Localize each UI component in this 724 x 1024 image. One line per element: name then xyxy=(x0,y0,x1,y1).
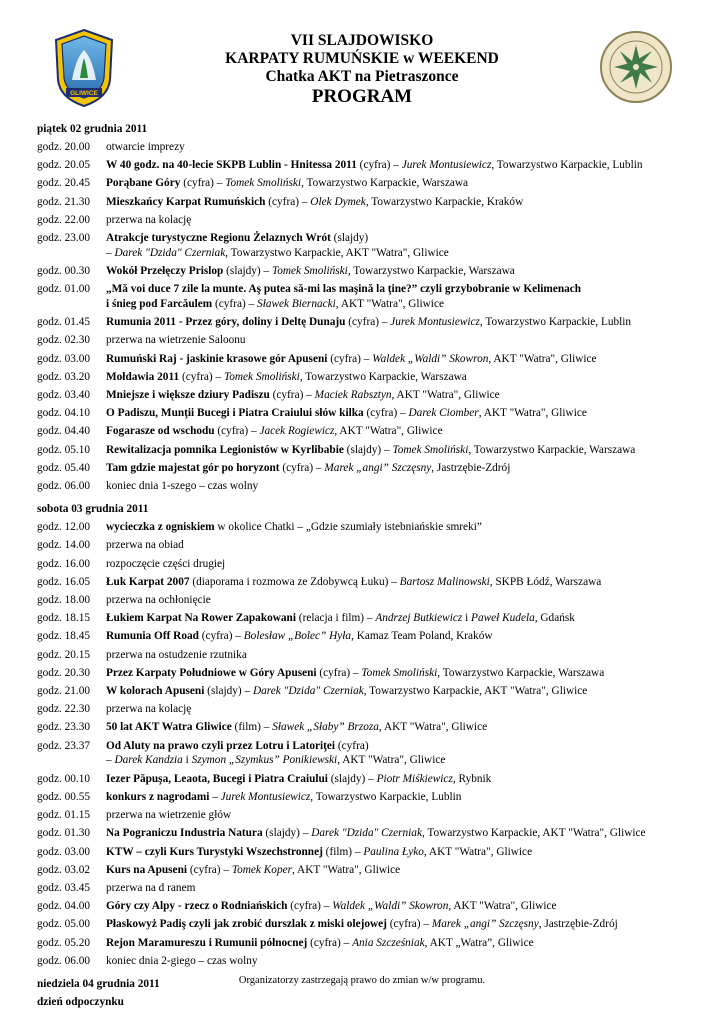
row-note: przerwa na ostudzenie rzutnika xyxy=(106,648,247,661)
row-presenter: Jurek Montusiewicz xyxy=(401,159,492,172)
row-note: przerwa na obiad xyxy=(106,539,184,552)
row-presenter: Tomek Smoliński xyxy=(271,265,348,278)
row-time: godz. 21.30 xyxy=(37,195,91,208)
row-presenter: Tomek Smoliński xyxy=(223,370,300,383)
row-time: godz. 03.40 xyxy=(37,389,91,402)
row-description xyxy=(106,174,717,192)
schedule-row xyxy=(37,718,717,736)
program-heading: PROGRAM xyxy=(311,86,413,107)
row-description xyxy=(106,646,717,664)
title-line-1: VII SLAJDOWISKO xyxy=(290,32,434,49)
row-description xyxy=(106,861,717,879)
row-title: Na Pograniczu Industria Natura xyxy=(106,827,263,840)
row-time: godz. 22.00 xyxy=(37,213,91,226)
row-description xyxy=(106,952,717,970)
schedule-row xyxy=(37,591,717,609)
row-presenter: Andrzej Butkiewicz xyxy=(375,612,463,625)
row-presenter: Waldek „Waldi” Skowron xyxy=(372,352,489,365)
towarzystwo-karpackie-seal-icon xyxy=(599,30,673,104)
program-content xyxy=(37,120,717,1011)
row-conjunction: i xyxy=(182,754,192,767)
day-heading-sunday: niedziela 04 grudnia 2011 xyxy=(37,977,160,990)
row-time: godz. 00.55 xyxy=(37,790,91,803)
row-description xyxy=(106,915,717,933)
row-description xyxy=(106,843,717,861)
row-presenter: Sławek Biernacki xyxy=(257,297,336,310)
row-title: Fogarasze od wschodu xyxy=(106,425,215,438)
row-presenter-second: Paweł Kudela xyxy=(471,612,535,625)
row-title: KTW – czyli Kurs Turystyki Wszechstronnej xyxy=(106,845,323,858)
row-organization: , AKT "Watra", Gliwice xyxy=(335,297,444,310)
row-title: Rumuński Raj - jaskinie krasowe gór Apuseni xyxy=(106,352,328,365)
row-description xyxy=(106,664,717,682)
schedule-row xyxy=(37,555,717,573)
row-presenter: Paulina Łyko xyxy=(363,845,424,858)
schedule-row xyxy=(37,843,717,861)
row-presenter: Darek "Dzida" Czerniak xyxy=(311,827,422,840)
row-format: (cyfra) – xyxy=(345,316,391,329)
row-presenter: Maciek Rabsztyn xyxy=(314,389,392,402)
schedule-row xyxy=(37,518,717,536)
row-organization: , Towarzystwo Karpackie, Warszawa xyxy=(437,666,605,679)
row-time: godz. 16.00 xyxy=(37,557,91,570)
row-time: godz. 16.05 xyxy=(37,575,91,588)
row-description xyxy=(106,368,717,386)
row-format: (cyfra) – xyxy=(198,630,244,643)
row-note: w okolice Chatki – „Gdzie szumiały istebniańskie smreki” xyxy=(214,521,482,534)
row-format: (slajdy) – xyxy=(204,685,253,698)
row-description xyxy=(106,156,717,174)
row-format: (slajdy) – xyxy=(223,265,272,278)
schedule-row xyxy=(37,441,717,459)
schedule-row xyxy=(37,229,717,262)
row-time: godz. 23.00 xyxy=(37,232,91,245)
schedule-row xyxy=(37,897,717,915)
row-title: Iezer Păpuşa, Leaota, Bucegi i Piatra Craiului xyxy=(106,772,328,785)
row-description xyxy=(106,555,717,573)
row-format: (cyfra) xyxy=(335,739,369,752)
row-time: godz. 20.00 xyxy=(37,141,91,153)
event-titles xyxy=(140,32,584,108)
row-format: (cyfra) – xyxy=(265,195,311,208)
row-title: Góry czy Alpy - rzecz o Rodniańskich xyxy=(106,900,288,913)
row-title: Mniejsze i większe dziury Padiszu xyxy=(106,389,270,402)
row-time: godz. 22.30 xyxy=(37,703,91,716)
row-presenter: Marek „angi” Szczęsny xyxy=(324,461,432,474)
row-presenter: Ania Szcześniak xyxy=(352,936,425,949)
row-note: koniec dnia 1-szego – czas wolny xyxy=(106,480,259,493)
row-presenter: Piotr Miśkiewicz xyxy=(376,772,453,785)
row-organization: , AKT "Watra", Gliwice xyxy=(478,407,587,420)
row-time: godz. 03.45 xyxy=(37,881,91,894)
row-format: (cyfra) – xyxy=(363,407,409,420)
schedule-row xyxy=(37,915,717,933)
row-description xyxy=(106,280,717,313)
row-organization: , AKT "Watra", Gliwice xyxy=(337,754,446,767)
schedule-row xyxy=(37,627,717,645)
row-time: godz. 03.00 xyxy=(37,352,91,365)
row-presenter: Bolesław „Bolec” Hyła xyxy=(243,630,352,643)
row-note: rozpoczęcie części drugiej xyxy=(106,557,226,570)
row-description xyxy=(106,518,717,536)
svg-text:GLIWICE: GLIWICE xyxy=(70,90,98,97)
row-title: Od Aluty na prawo czyli przez Lotru i Latoriţei xyxy=(106,739,336,752)
row-time: godz. 23.37 xyxy=(37,739,91,752)
title-line-2: KARPATY RUMUŃSKIE w WEEKEND xyxy=(225,50,499,67)
row-organization: , Towarzystwo Karpackie, AKT "Watra", Gliwice xyxy=(421,827,646,840)
row-time: godz. 18.00 xyxy=(37,594,91,607)
day-heading-friday: piątek 02 grudnia 2011 xyxy=(37,123,148,135)
schedule-row xyxy=(37,280,717,313)
row-time: godz. 04.00 xyxy=(37,900,91,913)
row-time: godz. 01.30 xyxy=(37,827,91,840)
row-description xyxy=(106,934,717,952)
schedule-row xyxy=(37,788,717,806)
row-title: Łuk Karpat 2007 xyxy=(106,575,190,588)
row-time: godz. 20.15 xyxy=(37,648,91,661)
schedule-row xyxy=(37,682,717,700)
row-description xyxy=(106,211,717,229)
row-organization: , Towarzystwo Karpackie, Lublin xyxy=(310,790,462,803)
row-note: przerwa na kolację xyxy=(106,703,192,716)
row-note: przerwa na wietrzenie głów xyxy=(106,809,232,822)
row-description xyxy=(106,229,717,262)
row-description xyxy=(106,770,717,788)
row-time: godz. 01.45 xyxy=(37,316,91,329)
schedule-row xyxy=(37,422,717,440)
row-description xyxy=(106,718,717,736)
row-presenter: Tomek Smoliński xyxy=(361,666,438,679)
row-organization: , Towarzystwo Karpackie, Warszawa xyxy=(347,265,515,278)
row-time: godz. 04.40 xyxy=(37,425,91,438)
row-format: (cyfra) – xyxy=(356,159,402,172)
schedule-list-friday xyxy=(37,138,717,495)
row-presenter-second: Szymon „Szymkus” Ponikiewski xyxy=(191,754,338,767)
row-organization: , Towarzystwo Karpackie, Kraków xyxy=(365,195,524,208)
schedule-row xyxy=(37,700,717,718)
row-presenter: Jurek Montusiewicz xyxy=(220,790,311,803)
schedule-row xyxy=(37,952,717,970)
schedule-row xyxy=(37,313,717,331)
row-title: Kurs na Apuseni xyxy=(106,863,187,876)
row-presenter: Tomek Smoliński xyxy=(392,443,469,456)
row-organization: , Jastrzębie-Zdrój xyxy=(538,918,618,931)
row-title: Mołdawia 2011 xyxy=(106,370,180,383)
row-time: godz. 20.45 xyxy=(37,177,91,190)
row-title: Rewitalizacja pomnika Legionistów w Kyrlibabie xyxy=(106,443,344,456)
row-title: W kolorach Apuseni xyxy=(106,685,205,698)
row-organization: , Towarzystwo Karpackie, Warszawa xyxy=(468,443,636,456)
row-format: (cyfra) – xyxy=(180,177,226,190)
row-description xyxy=(106,350,717,368)
row-title: Mieszkańcy Karpat Rumuńskich xyxy=(106,195,266,208)
schedule-row xyxy=(37,211,717,229)
row-format: (cyfra) – xyxy=(327,352,373,365)
row-title: wycieczka z ogniskiem xyxy=(106,521,215,534)
schedule-row xyxy=(37,824,717,842)
schedule-row xyxy=(37,737,717,770)
row-note: przerwa na ochłonięcie xyxy=(106,594,211,607)
row-format: (cyfra) – xyxy=(307,936,353,949)
row-format: (relacja i film) – xyxy=(295,612,376,625)
row-note: otwarcie imprezy xyxy=(106,141,185,153)
row-format: (cyfra) – xyxy=(386,918,432,931)
schedule-list-saturday xyxy=(37,518,717,970)
row-title: Atrakcje turystyczne Regionu Żelaznych Wrót xyxy=(106,232,331,245)
row-time: godz. 06.00 xyxy=(37,954,91,967)
row-description xyxy=(106,737,717,770)
row-time: godz. 05.40 xyxy=(37,461,91,474)
row-title: Porąbane Góry xyxy=(106,177,181,190)
row-note: koniec dnia 2-giego – czas wolny xyxy=(106,954,258,967)
row-description xyxy=(106,682,717,700)
row-time: godz. 00.10 xyxy=(37,772,91,785)
row-conjunction: i xyxy=(462,612,472,625)
row-title: Wokół Przełęczy Prislop xyxy=(106,265,224,278)
row-presenter: Tomek Koper xyxy=(231,863,293,876)
row-organization: , AKT "Watra", Gliwice xyxy=(334,425,443,438)
row-dash: – xyxy=(106,246,115,259)
row-organization: , Towarzystwo Karpackie, AKT "Watra", Gliwice xyxy=(363,685,588,698)
schedule-row xyxy=(37,350,717,368)
row-title: Łukiem Karpat Na Rower Zapakowani xyxy=(106,612,296,625)
row-organization: , Gdańsk xyxy=(534,612,575,625)
row-time: godz. 20.30 xyxy=(37,666,91,679)
row-time: godz. 05.20 xyxy=(37,936,91,949)
row-organization: , Kamaz Team Poland, Kraków xyxy=(351,630,493,643)
row-organization: , AKT "Watra", Gliwice xyxy=(448,900,557,913)
schedule-row xyxy=(37,770,717,788)
row-time: godz. 04.10 xyxy=(37,407,91,420)
row-format: (cyfra) – xyxy=(214,425,260,438)
row-organization: , AKT "Watra", Gliwice xyxy=(423,845,533,858)
day-heading-saturday: sobota 03 grudnia 2011 xyxy=(37,503,149,516)
akt-watra-logo-icon xyxy=(52,28,116,108)
row-title: Rumunia 2011 - Przez góry, doliny i Deltę Dunaju xyxy=(106,316,346,329)
row-description xyxy=(106,459,717,477)
row-format: (slajdy) – xyxy=(327,772,377,785)
row-time: godz. 18.45 xyxy=(37,630,91,643)
row-format: (film) – xyxy=(231,721,273,734)
row-title-continued: i śnieg pod Farcăulem xyxy=(106,297,213,310)
rest-day-label: dzień odpoczynku xyxy=(37,995,124,1008)
row-description xyxy=(106,627,717,645)
row-format: (cyfra) – xyxy=(212,297,258,310)
row-title: konkurs z nagrodami xyxy=(106,790,210,803)
row-format: (slajdy) – xyxy=(343,443,393,456)
row-presenter: Jurek Montusiewicz xyxy=(390,316,480,329)
row-title: „Mă voi duce 7 zile la munte. Aş putea să-mi las maşină la ţine?” czyli grzybobranie w Kelimenach xyxy=(106,283,582,296)
row-presenter: Darek Kandzia xyxy=(114,754,183,767)
row-presenter: Sławek „Słaby” Brzoza xyxy=(272,721,379,734)
row-note: przerwa na d ranem xyxy=(106,881,196,894)
row-presenter: Darek "Dzida" Czerniak xyxy=(114,246,226,259)
row-time: godz. 18.15 xyxy=(37,612,91,625)
row-time: godz. 03.00 xyxy=(37,845,91,858)
row-description xyxy=(106,591,717,609)
row-time: godz. 00.30 xyxy=(37,265,91,278)
row-organization: , Towarzystwo Karpackie, AKT "Watra", Gliwice xyxy=(225,246,449,259)
row-title: W 40 godz. na 40-lecie SKPB Lublin - Hnitessa 2011 xyxy=(106,159,357,172)
schedule-row xyxy=(37,404,717,422)
schedule-row xyxy=(37,861,717,879)
row-format: (cyfra) – xyxy=(316,666,362,679)
row-description xyxy=(106,138,717,156)
row-presenter: Waldek „Waldi” Skowron xyxy=(332,900,449,913)
row-format: (cyfra) – xyxy=(269,389,315,402)
row-description xyxy=(106,879,717,897)
row-time: godz. 21.00 xyxy=(37,685,91,698)
row-title: O Padiszu, Munţii Bucegi i Piatra Craiului słów kilka xyxy=(106,407,364,420)
schedule-row xyxy=(37,193,717,211)
schedule-row xyxy=(37,664,717,682)
row-description xyxy=(106,331,717,349)
row-presenter: Darek Ciomber xyxy=(408,407,479,420)
row-format: (cyfra) – xyxy=(179,370,224,383)
row-format: (film) – xyxy=(322,845,364,858)
row-organization: , Towarzystwo Karpackie, Lublin xyxy=(491,159,643,172)
row-description xyxy=(106,193,717,211)
schedule-row xyxy=(37,646,717,664)
row-time: godz. 23.30 xyxy=(37,721,91,734)
row-presenter: Jacek Rogiewicz xyxy=(259,425,335,438)
row-presenter: Darek "Dzida" Czerniak xyxy=(253,685,364,698)
row-time: godz. 03.02 xyxy=(37,863,91,876)
row-time: godz. 02.30 xyxy=(37,334,91,347)
schedule-row xyxy=(37,459,717,477)
row-organization: , Jastrzębie-Zdrój xyxy=(431,461,511,474)
schedule-row xyxy=(37,331,717,349)
row-presenter: Tomek Smoliński xyxy=(225,177,302,190)
row-title: 50 lat AKT Watra Gliwice xyxy=(106,721,232,734)
row-time: godz. 01.00 xyxy=(37,283,91,296)
row-format: (slajdy) – xyxy=(262,827,312,840)
schedule-row xyxy=(37,386,717,404)
schedule-row xyxy=(37,262,717,280)
row-presenter: Marek „angi” Szczęsny xyxy=(431,918,539,931)
row-title: Płaskowyż Padiş czyli jak zrobić durszlak z miski olejowej xyxy=(106,918,387,931)
row-description xyxy=(106,313,717,331)
row-note: przerwa na kolację xyxy=(106,213,192,226)
row-organization: , Towarzystwo Karpackie, Warszawa xyxy=(299,370,467,383)
row-format: (cyfra) – xyxy=(187,863,232,876)
row-description xyxy=(106,806,717,824)
row-time: godz. 05.00 xyxy=(37,918,91,931)
row-time: godz. 12.00 xyxy=(37,521,91,534)
title-line-3: Chatka AKT na Pietraszonce xyxy=(265,68,459,85)
row-presenter: Olek Dymek xyxy=(310,195,366,208)
row-time: godz. 20.05 xyxy=(37,159,91,172)
row-description xyxy=(106,477,717,495)
row-time: godz. 05.10 xyxy=(37,443,91,456)
row-description xyxy=(106,824,717,842)
row-format: – xyxy=(209,790,221,803)
row-organization: , AKT "Watra", Gliwice xyxy=(488,352,597,365)
schedule-row xyxy=(37,368,717,386)
row-format: (cyfra) – xyxy=(287,900,333,913)
row-organization: , AKT „Watra”, Gliwice xyxy=(424,936,534,949)
row-time: godz. 01.15 xyxy=(37,809,91,822)
row-organization: , SKPB Łódź, Warszawa xyxy=(489,575,602,588)
row-description xyxy=(106,536,717,554)
schedule-row xyxy=(37,573,717,591)
schedule-row xyxy=(37,934,717,952)
row-presenter: Bartosz Malinowski xyxy=(399,575,490,588)
row-time: godz. 03.20 xyxy=(37,370,91,383)
row-time: godz. 14.00 xyxy=(37,539,91,552)
schedule-row xyxy=(37,879,717,897)
row-note: przerwa na wietrzenie Saloonu xyxy=(106,334,246,347)
schedule-row xyxy=(37,806,717,824)
row-title: Rejon Maramureszu i Rumunii północnej xyxy=(106,936,308,949)
footer-disclaimer: Organizatorzy zastrzegają prawo do zmian w/w programu. xyxy=(238,975,486,986)
row-description xyxy=(106,788,717,806)
row-format: (slajdy) xyxy=(330,232,369,245)
row-organization: , AKT "Watra", Gliwice xyxy=(391,389,500,402)
row-description xyxy=(106,262,717,280)
schedule-row xyxy=(37,174,717,192)
row-description xyxy=(106,897,717,915)
schedule-row xyxy=(37,156,717,174)
schedule-row xyxy=(37,477,717,495)
schedule-row xyxy=(37,609,717,627)
row-time: godz. 06.00 xyxy=(37,480,91,493)
row-title: Przez Karpaty Południowe w Góry Apuseni xyxy=(106,666,317,679)
row-organization: , AKT "Watra", Gliwice xyxy=(378,721,488,734)
row-description xyxy=(106,573,717,591)
row-dash: – xyxy=(106,754,115,767)
row-description xyxy=(106,700,717,718)
schedule-row xyxy=(37,536,717,554)
row-description xyxy=(106,386,717,404)
row-organization: , Rybnik xyxy=(452,772,492,785)
row-organization: , AKT "Watra", Gliwice xyxy=(292,863,401,876)
row-description xyxy=(106,404,717,422)
row-title: Rumunia Off Road xyxy=(106,630,199,643)
row-description xyxy=(106,441,717,459)
document-header xyxy=(0,0,724,118)
row-description xyxy=(106,422,717,440)
row-organization: , Towarzystwo Karpackie, Warszawa xyxy=(301,177,469,190)
row-format: (cyfra) – xyxy=(279,461,325,474)
row-format: (diaporama i rozmowa ze Zdobywcą Łuku) – xyxy=(189,575,400,588)
row-organization: , Towarzystwo Karpackie, Lublin xyxy=(479,316,632,329)
row-description xyxy=(106,609,717,627)
row-title: Tam gdzie majestat gór po horyzont xyxy=(106,461,280,474)
schedule-row xyxy=(37,138,717,156)
